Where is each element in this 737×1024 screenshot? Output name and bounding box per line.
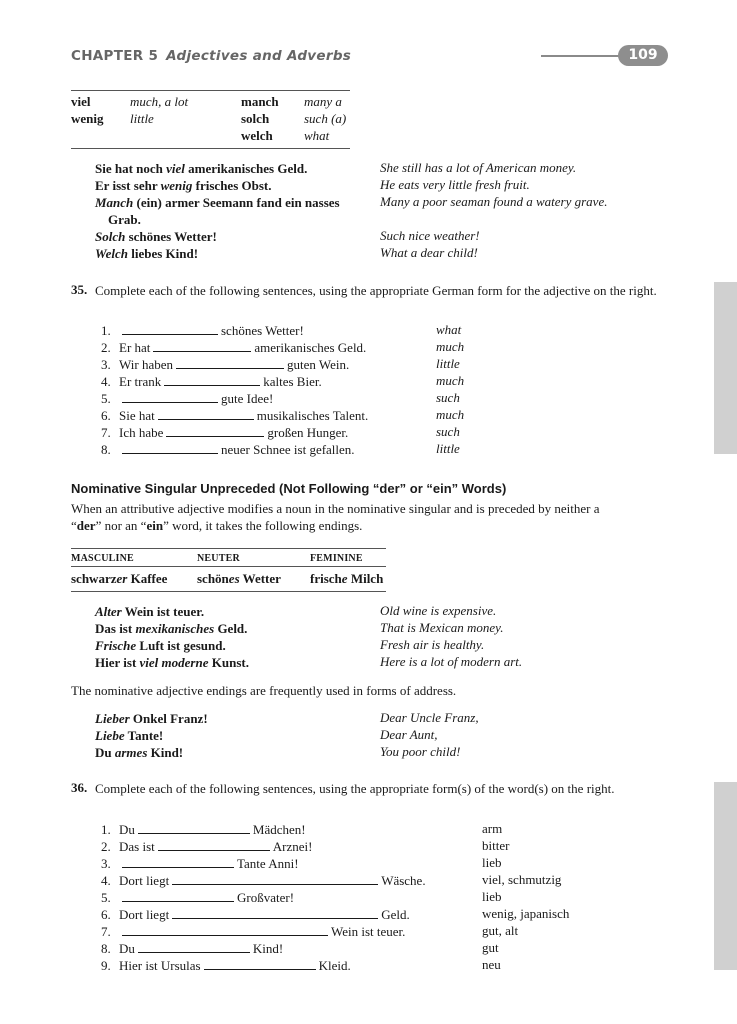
- answer-blank[interactable]: [172, 873, 378, 885]
- item-hint: much: [436, 339, 465, 354]
- item-text-before: Er trank: [119, 374, 162, 389]
- exercise-item: [101, 821, 306, 838]
- item-hint: wenig, japanisch: [482, 906, 570, 921]
- item-number: 3.: [101, 856, 111, 871]
- chapter-header: [71, 48, 351, 64]
- example-line: Solch schönes Wetter!: [95, 229, 217, 244]
- answer-blank[interactable]: [138, 822, 250, 834]
- exercise-item: [101, 855, 299, 872]
- item-text-after: guten Wein.: [286, 357, 350, 372]
- item-hint: bitter: [482, 838, 510, 853]
- translation-line: Fresh air is healthy.: [380, 637, 485, 652]
- item-text-after: Tante Anni!: [237, 856, 299, 871]
- example-line: Hier ist viel moderne Kunst.: [95, 655, 249, 670]
- vocab-meaning: little: [130, 111, 154, 126]
- item-hint: viel, schmutzig: [482, 872, 562, 887]
- answer-blank[interactable]: [172, 907, 378, 919]
- vocab-word: manch: [241, 94, 279, 109]
- example-line: Manch (ein) armer Seemann fand ein nasses: [95, 195, 340, 210]
- item-text-before: Du: [119, 941, 135, 956]
- endings-table-bottom-rule: [71, 591, 386, 592]
- item-text-before: Du: [119, 822, 135, 837]
- example-line: Das ist mexikanisches Geld.: [95, 621, 248, 636]
- item-text-after: kaltes Bier.: [263, 374, 322, 389]
- item-text-before: Er hat: [119, 340, 151, 355]
- item-number: 5.: [101, 890, 111, 905]
- vocab-meaning: what: [304, 128, 330, 143]
- vocab-table-top-rule: [71, 90, 350, 91]
- item-number: 8.: [101, 941, 111, 956]
- translation-line: Here is a lot of modern art.: [380, 654, 523, 669]
- answer-blank[interactable]: [164, 374, 260, 386]
- item-number: 4.: [101, 873, 111, 888]
- answer-blank[interactable]: [122, 323, 218, 335]
- item-text-after: musikalisches Talent.: [256, 408, 369, 423]
- answer-blank[interactable]: [122, 856, 234, 868]
- answer-blank[interactable]: [122, 391, 218, 403]
- item-number: 1.: [101, 822, 111, 837]
- item-number: 6.: [101, 408, 111, 423]
- vocab-table-bottom-rule: [71, 148, 350, 149]
- item-text-after: Mädchen!: [252, 822, 306, 837]
- chapter-label: CHAPTER 5: [71, 48, 159, 64]
- example-line: Lieber Onkel Franz!: [95, 711, 208, 726]
- item-number: 4.: [101, 374, 111, 389]
- vocab-word: wenig: [71, 111, 104, 126]
- item-number: 2.: [101, 839, 111, 854]
- item-text-after: Kleid.: [318, 958, 351, 973]
- item-number: 9.: [101, 958, 111, 973]
- item-text-before: Wir haben: [119, 357, 173, 372]
- table-cell-neuter: schönes Wetter: [197, 571, 281, 586]
- answer-blank[interactable]: [204, 958, 316, 970]
- item-text-after: Geld.: [381, 907, 410, 922]
- example-line-continued: Grab.: [108, 212, 141, 227]
- translation-line: Many a poor seaman found a watery grave.: [380, 194, 608, 209]
- answer-blank[interactable]: [122, 924, 328, 936]
- item-hint: lieb: [482, 889, 502, 904]
- answer-blank[interactable]: [176, 357, 284, 369]
- item-text-after: Kind!: [252, 941, 284, 956]
- item-text-after: Wein ist teuer.: [331, 924, 406, 939]
- item-hint: little: [436, 441, 460, 456]
- translation-line: You poor child!: [380, 744, 461, 759]
- exercise-item: [101, 356, 349, 373]
- chapter-title: Adjectives and Adverbs: [166, 48, 352, 64]
- exercise-item: [101, 923, 405, 940]
- item-hint: gut: [482, 940, 499, 955]
- item-number: 7.: [101, 425, 111, 440]
- section-intro-line-1: When an attributive adjective modifies a noun in the nominative singular and is preceded by neither a: [71, 501, 600, 516]
- item-text-before: Dort liegt: [119, 907, 170, 922]
- answer-blank[interactable]: [166, 425, 264, 437]
- table-cell-feminine: frische Milch: [310, 571, 384, 586]
- endings-table-mid-rule: [71, 566, 386, 567]
- translation-line: She still has a lot of American money.: [380, 160, 577, 175]
- exercise-item: [101, 906, 410, 923]
- item-number: 3.: [101, 357, 111, 372]
- item-number: 8.: [101, 442, 111, 457]
- vocab-word: solch: [241, 111, 270, 126]
- section-intro-line-2: “der” nor an “ein” word, it takes the following endings.: [71, 518, 363, 533]
- table-cell-masculine: schwarzer Kaffee: [71, 571, 168, 586]
- item-text-after: Wäsche.: [381, 873, 426, 888]
- header-rule: [541, 55, 625, 57]
- translation-line: Dear Aunt,: [380, 727, 438, 742]
- item-text-before: Ich habe: [119, 425, 164, 440]
- page-number-badge: 109: [618, 45, 668, 66]
- item-hint: such: [436, 390, 460, 405]
- exercise-item: [101, 872, 426, 889]
- exercise-item: [101, 390, 273, 407]
- answer-blank[interactable]: [122, 890, 234, 902]
- table-header-feminine: FEMININE: [310, 553, 363, 564]
- exercise-item: [101, 424, 348, 441]
- translation-line: What a dear child!: [380, 245, 478, 260]
- item-text-before: Dort liegt: [119, 873, 170, 888]
- translation-line: Old wine is expensive.: [380, 603, 497, 618]
- item-text-before: Hier ist Ursulas: [119, 958, 201, 973]
- example-line: Sie hat noch viel amerikanisches Geld.: [95, 161, 308, 176]
- vocab-meaning: many a: [304, 94, 342, 109]
- exercise-item: [101, 373, 322, 390]
- vocab-word: viel: [71, 94, 91, 109]
- answer-blank[interactable]: [122, 442, 218, 454]
- vocab-word: welch: [241, 128, 273, 143]
- item-text-before: Das ist: [119, 839, 155, 854]
- item-number: 5.: [101, 391, 111, 406]
- answer-blank[interactable]: [153, 340, 251, 352]
- exercise-item: [101, 838, 312, 855]
- item-text-after: Großvater!: [237, 890, 295, 905]
- table-header-masculine: MASCULINE: [71, 553, 134, 564]
- vocab-meaning: much, a lot: [130, 94, 189, 109]
- exercise-instruction: Complete each of the following sentences, using the appropriate German form for the adjective on the right.: [95, 283, 657, 298]
- item-text-after: großen Hunger.: [267, 425, 349, 440]
- item-hint: such: [436, 424, 460, 439]
- example-line: Frische Luft ist gesund.: [95, 638, 226, 653]
- exercise-instruction: Complete each of the following sentences, using the appropriate form(s) of the word(s) on the right.: [95, 781, 615, 796]
- example-line: Welch liebes Kind!: [95, 246, 199, 261]
- item-hint: little: [436, 356, 460, 371]
- answer-blank[interactable]: [138, 941, 250, 953]
- table-header-neuter: NEUTER: [197, 553, 240, 564]
- exercise-item: [101, 407, 368, 424]
- exercise-item: [101, 339, 366, 356]
- exercise-item: [101, 322, 304, 339]
- example-line: Er isst sehr wenig frisches Obst.: [95, 178, 272, 193]
- page-edge-tab: [714, 282, 737, 454]
- item-hint: gut, alt: [482, 923, 519, 938]
- answer-blank[interactable]: [158, 408, 254, 420]
- exercise-number: 36.: [71, 780, 88, 795]
- item-hint: what: [436, 322, 462, 337]
- item-hint: lieb: [482, 855, 502, 870]
- item-number: 1.: [101, 323, 111, 338]
- item-number: 7.: [101, 924, 111, 939]
- answer-blank[interactable]: [158, 839, 270, 851]
- address-note: The nominative adjective endings are frequently used in forms of address.: [71, 683, 457, 698]
- section-heading: Nominative Singular Unpreceded (Not Following “der” or “ein” Words): [71, 481, 507, 496]
- exercise-item: [101, 957, 351, 974]
- translation-line: That is Mexican money.: [380, 620, 504, 635]
- vocab-meaning: such (a): [304, 111, 347, 126]
- translation-line: Dear Uncle Franz,: [380, 710, 479, 725]
- translation-line: Such nice weather!: [380, 228, 480, 243]
- item-text-before: Sie hat: [119, 408, 155, 423]
- exercise-item: [101, 940, 283, 957]
- item-text-after: neuer Schnee ist gefallen.: [221, 442, 355, 457]
- exercise-item: [101, 441, 355, 458]
- item-number: 2.: [101, 340, 111, 355]
- translation-line: He eats very little fresh fruit.: [380, 177, 530, 192]
- endings-table-top-rule: [71, 548, 386, 549]
- item-hint: neu: [482, 957, 501, 972]
- item-text-after: gute Idee!: [221, 391, 274, 406]
- item-hint: arm: [482, 821, 503, 836]
- item-text-after: Arznei!: [272, 839, 313, 854]
- example-line: Du armes Kind!: [95, 745, 184, 760]
- item-text-after: amerikanisches Geld.: [254, 340, 367, 355]
- item-hint: much: [436, 407, 465, 422]
- exercise-item: [101, 889, 294, 906]
- page-edge-tab: [714, 782, 737, 970]
- item-text-after: schönes Wetter!: [221, 323, 304, 338]
- example-line: Liebe Tante!: [95, 728, 164, 743]
- exercise-number: 35.: [71, 282, 88, 297]
- item-hint: much: [436, 373, 465, 388]
- example-line: Alter Wein ist teuer.: [95, 604, 205, 619]
- item-number: 6.: [101, 907, 111, 922]
